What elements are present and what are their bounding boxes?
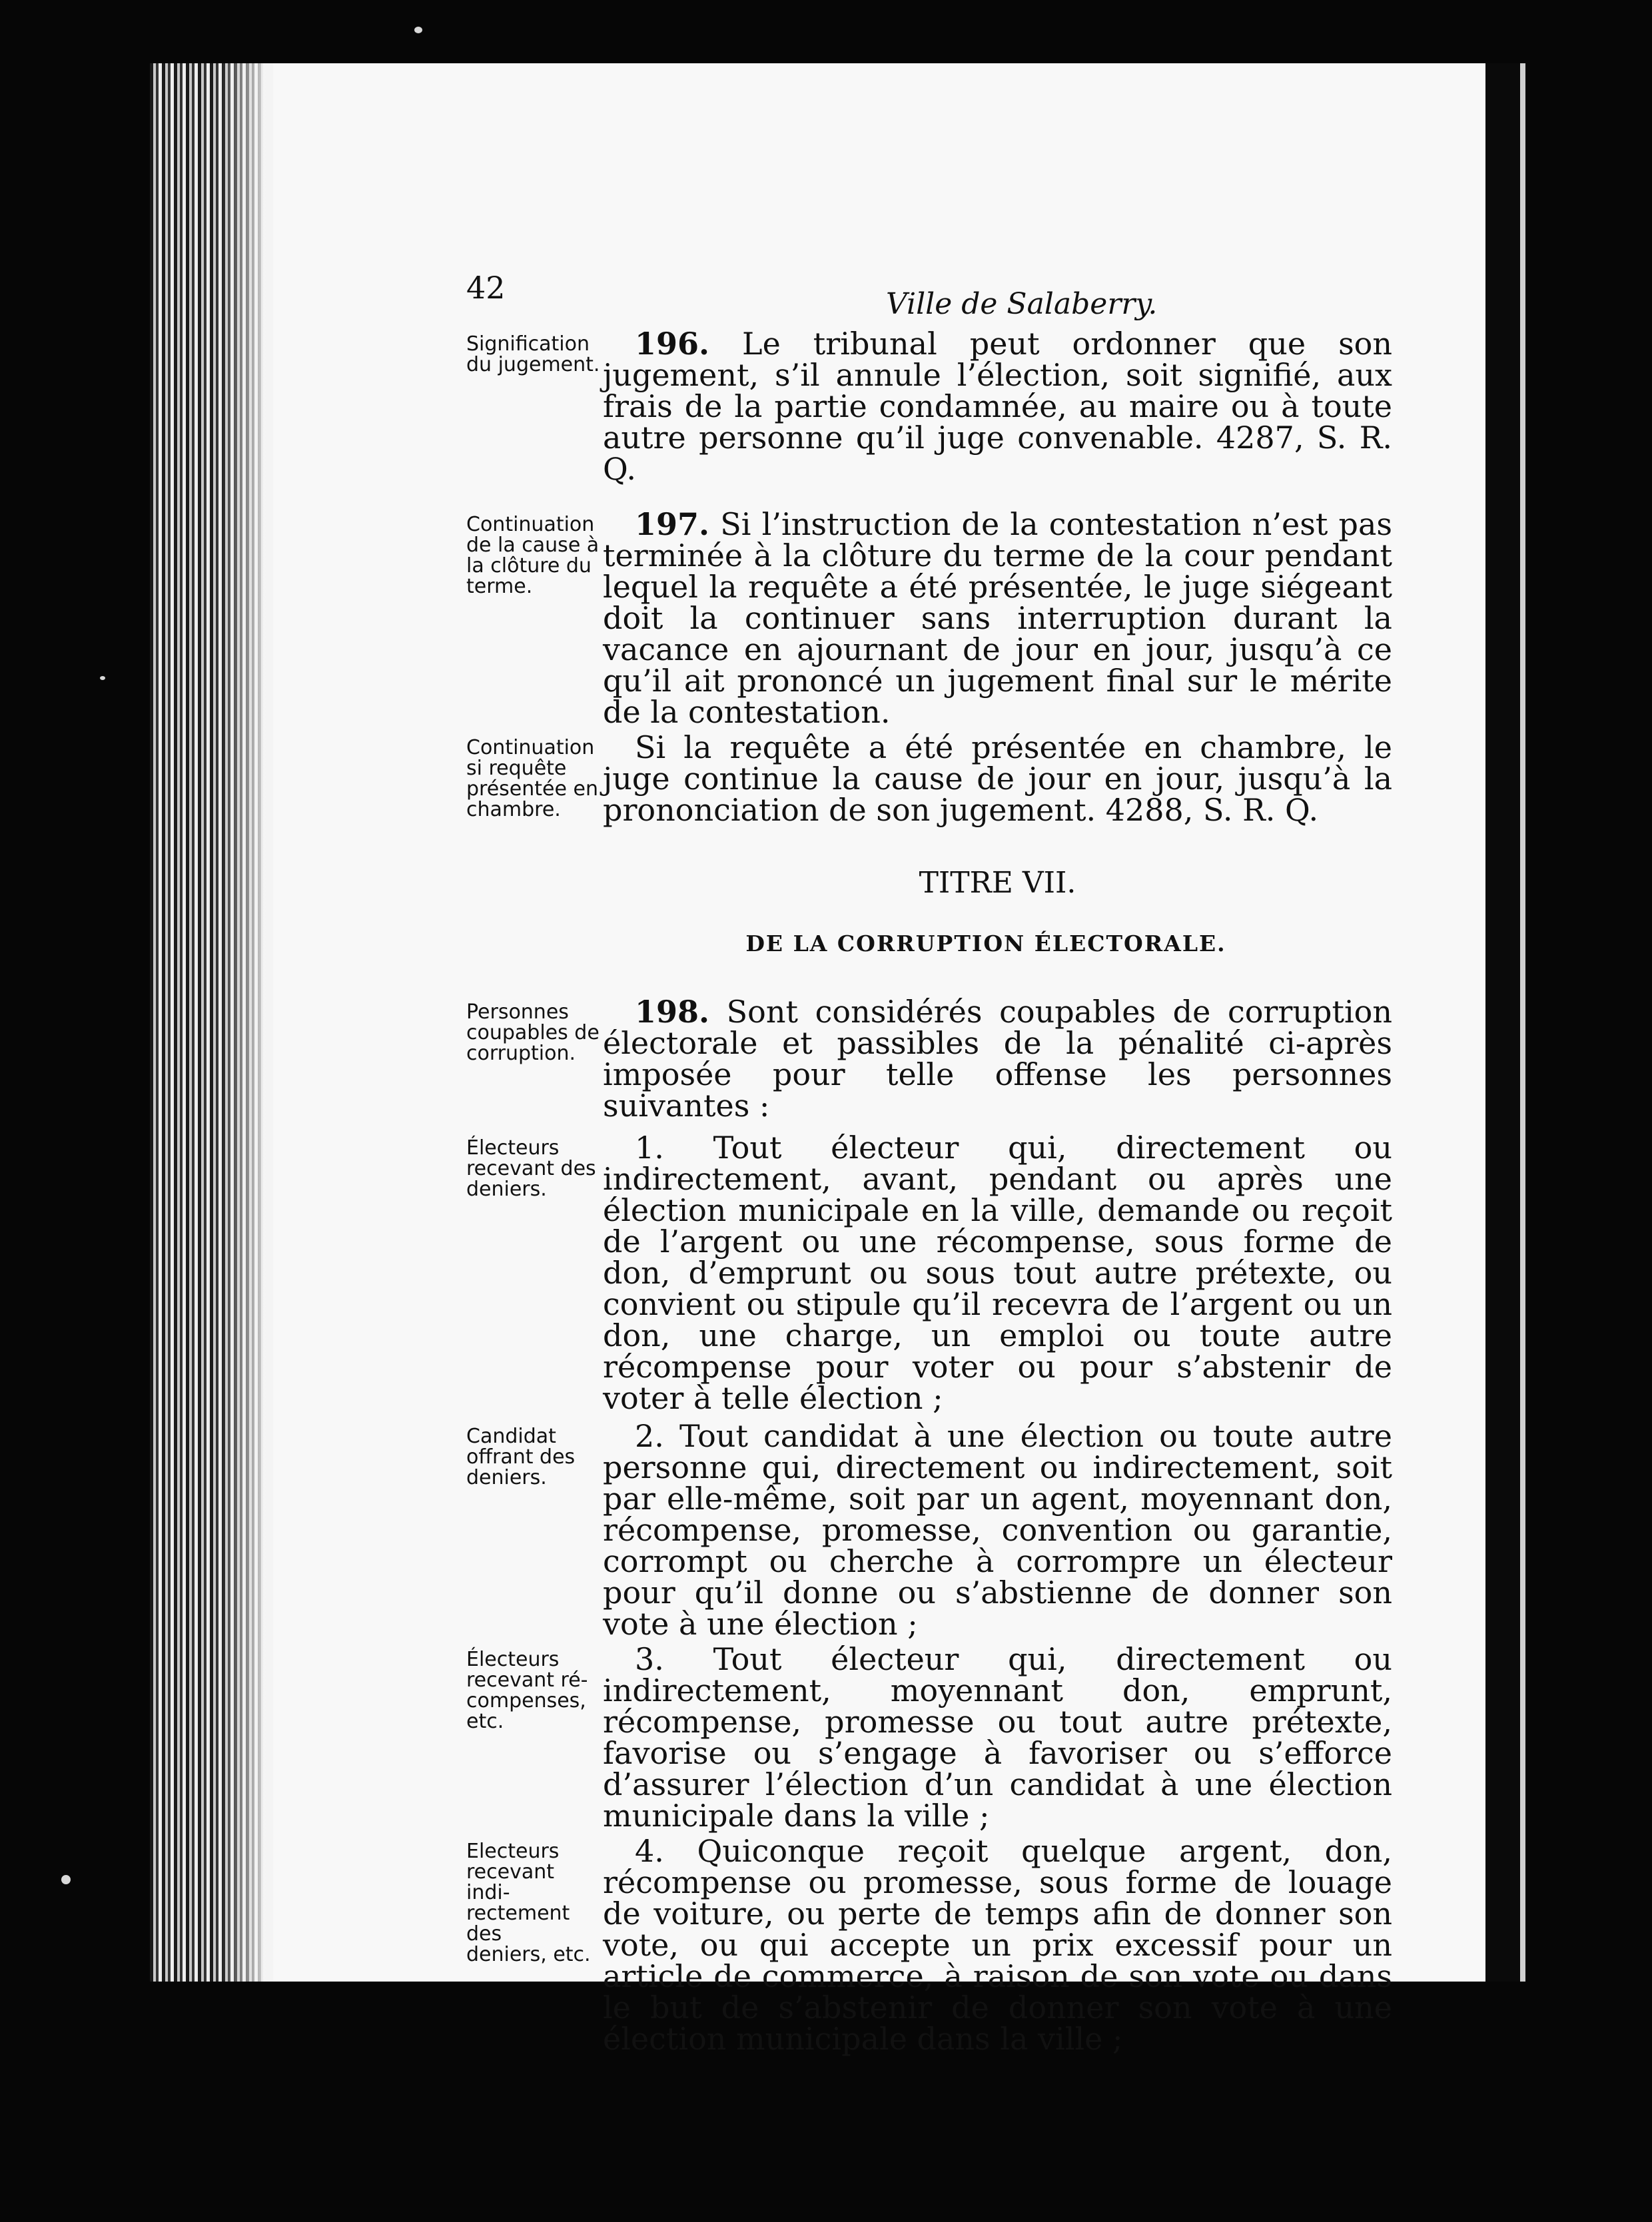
margin-line: Candidat — [466, 1425, 556, 1448]
article-198 — [466, 996, 1392, 1122]
page-number: 42 — [466, 270, 506, 306]
facing-page-edge — [1485, 63, 1520, 1982]
article-number: 197. — [635, 506, 710, 542]
article-paragraph: 3. Tout électeur qui, directement ou indirectement, moyennant don, emprunt, récompense, promesse ou tout autre prétexte, favorise ou s’engage à favoriser ou s’efforce d’assurer l’élection d’un candidat à une élection municipale dans la ville ; — [603, 1641, 1392, 1834]
margin-line: recevant des — [466, 1157, 596, 1180]
article-paragraph: Sont considérés coupables de corruption électorale et passibles de la pénalité ci-après imposée pour telle offense les personnes suivantes : — [603, 994, 1392, 1124]
running-header — [466, 263, 1392, 321]
margin-line: etc. — [466, 1710, 504, 1733]
article-paragraph: 1. Tout électeur qui, directement ou indirectement, avant, pendant ou après une élection municipale en la ville, demande ou reçoit de l’argent ou une récompense, sous forme de don, d’emprunt ou sous tout autre prétexte, ou convient ou stipule qu’il recevra de l’argent ou un don, une charge, un emploi ou toute autre récompense pour voter ou pour s’abstenir de voter à telle élection ; — [603, 1130, 1392, 1416]
margin-line: la clôture du — [466, 554, 592, 577]
margin-line: Continuation — [466, 513, 595, 536]
page-content — [466, 263, 1392, 2055]
margin-line: Signification — [466, 332, 590, 356]
margin-note — [466, 328, 603, 485]
article-196 — [466, 328, 1392, 485]
article-number: 196. — [635, 326, 710, 362]
margin-note — [466, 996, 603, 1122]
margin-line: coupables de — [466, 1021, 600, 1044]
margin-line: offrant des — [466, 1445, 576, 1469]
margin-note — [466, 509, 603, 728]
scan-speck — [414, 27, 422, 33]
facing-page-gap — [1520, 63, 1525, 1982]
margin-line: compenses, — [466, 1689, 586, 1712]
margin-line: du jugement. — [466, 353, 600, 376]
margin-note — [466, 1132, 603, 1414]
margin-line: Électeurs — [466, 1648, 560, 1671]
margin-line: terme. — [466, 575, 533, 598]
article-paragraph: Si l’instruction de la contestation n’est pas terminée à la clôture du terme de la cour pendant lequel la requête a été présentée, le juge siégeant doit la continuer sans interruption durant la vacance en ajournant de jour en jour, jusqu’à ce qu’il ait prononcé un jugement final sur le mérite de la contestation. — [603, 506, 1392, 730]
margin-line: de la cause à — [466, 534, 600, 557]
margin-line: deniers. — [466, 1178, 547, 1201]
margin-line: deniers. — [466, 1466, 547, 1489]
margin-line: rectement des — [466, 1902, 570, 1946]
article-text — [603, 328, 1392, 485]
margin-line: Électeurs — [466, 1136, 560, 1160]
page-edge-shadow — [220, 63, 273, 1982]
article-paragraph: Le tribunal peut ordonner que son jugement, s’il annule l’élection, soit signifié, aux frais de la partie condamnée, au maire ou à toute autre personne qu’il juge convenable. 4287, S. R. Q. — [603, 326, 1392, 487]
article-paragraph: Si la requête a été présentée en chambre, le juge continue la cause de jour en jour, jusqu’à la prononciation de son jugement. 4288, S. R. Q. — [603, 729, 1392, 828]
article-paragraph: 2. Tout candidat à une élection ou toute autre personne qui, directement ou indirectement, soit par elle-même, soit par un agent, moyennant don, récompense, promesse, convention ou garantie, corrompt ou cherche à corrompre un électeur pour qu’il donne ou s’abstienne de donner son vote à une élection ; — [603, 1418, 1392, 1642]
article-number: 198. — [635, 994, 710, 1030]
article-198-item-1 — [466, 1132, 1392, 1414]
article-text — [603, 996, 1392, 1122]
margin-note — [466, 1421, 603, 1640]
scan-speck — [61, 1875, 71, 1884]
margin-line: présentée en — [466, 777, 598, 801]
section-subheading: DE LA CORRUPTION ÉLECTORALE. — [745, 930, 1226, 956]
margin-line: corruption. — [466, 1042, 576, 1065]
margin-line: Electeurs — [466, 1840, 560, 1863]
running-title: Ville de Salaberry. — [886, 287, 1158, 321]
margin-line: recevant ré- — [466, 1668, 588, 1692]
margin-note — [466, 1644, 603, 1832]
article-197-continuation — [466, 729, 1392, 828]
margin-line: Continuation — [466, 736, 595, 759]
margin-line: deniers, etc. — [466, 1943, 591, 1966]
section-heading: TITRE VII. — [919, 866, 1076, 900]
margin-line: recevant indi- — [466, 1860, 554, 1904]
margin-line: si requête — [466, 757, 567, 780]
article-198-item-4 — [466, 1833, 1392, 2057]
article-198-item-2 — [466, 1418, 1392, 1642]
article-197 — [466, 506, 1392, 730]
margin-note — [466, 732, 603, 826]
margin-note — [466, 1836, 603, 2055]
article-text — [603, 506, 1392, 730]
article-paragraph: 4. Quiconque reçoit quelque argent, don, récompense ou promesse, sous forme de louage de voiture, ou perte de temps afin de donner son vote, ou qui accepte un prix excessif pour un article de commerce, à raison de son vote ou dans le but de s’abstenir de donner son vote à une élection municipale dans la ville ; — [603, 1833, 1392, 2057]
margin-line: chambre. — [466, 798, 561, 821]
article-198-item-3 — [466, 1641, 1392, 1834]
margin-line: Personnes — [466, 1000, 569, 1024]
scan-speck — [100, 676, 105, 680]
